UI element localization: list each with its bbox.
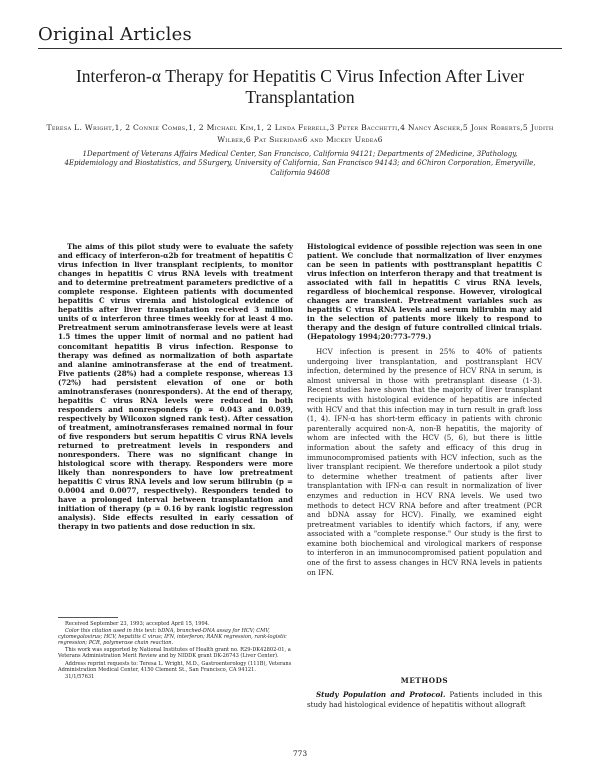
footnote-abbreviations: Color this citation used in this text: bDNA, branched-DNA assay for HCV; CMV, cytomegalovirus; HCV, hepatitis C virus; IFN, interferon; RANK regression, rank-logistic regression; PCR, polymerase chain reaction.	[58, 628, 287, 647]
footnote-support: This work was supported by National Institutes of Health grant no. R29-DK42802-01, a Veterans Administration Merit Review and by NIDDK grant DK-26743 (Liver Center).	[58, 647, 291, 660]
abstract-right-column: Histological evidence of possible rejection was seen in one patient. We conclude that normalization of liver enzymes can be seen in patients with posttransplant hepatitis C virus infection on interferon therapy and that treatment is associated with fall in hepatitis C virus RNA levels, regardless of biochemical response. However, virological changes are transient. Pretreatment variables such as hepatitis C virus RNA levels and serum bilirubin may aid in the selection of patients more likely to respond to therapy and the design of future controlled clinical trials. (Hepatology 1994;20:773-779.)	[307, 242, 542, 342]
methods-paragraph	[307, 690, 542, 709]
introduction-text: HCV infection is present in 25% to 40% of patients undergoing liver transplantation, and posttransplant HCV infection, determined by the presence of HCV RNA in serum, is almost universal in those with pretransplant disease (1-3). Recent studies have shown that the majority of liver transplant recipients with histological evidence of hepatitis are infected with HCV and that this infection may in turn result in graft loss (1, 4). IFN-α has short-term efficacy in patients with chronic parenterally acquired non-A, non-B hepatitis, the majority of whom are infected with the HCV (5, 6), but there is little information about the safety and efficacy of this drug in immunocompromised patients with HCV infection, such as the liver transplant recipient. We therefore undertook a pilot study to determine whether treatment of patients after liver transplantation with IFN-α can result in normalization of liver enzymes and reduction in HCV RNA levels. We used two methods to detect HCV RNA before and after treatment (PCR and bDNA assay for HCV). Finally, we examined eight pretreatment variables to identify which factors, if any, were associated with a "complete response." Our study is the first to examine both biochemical and virological markers of response to interferon in an immunocompromised patient population and one of the first to assess changes in HCV RNA levels in patients on IFN.	[307, 347, 542, 577]
methods-subheading: Study Population and Protocol.	[316, 690, 446, 699]
section-heading: Original Articles	[38, 24, 192, 45]
footnotes	[58, 621, 293, 681]
footnote-received: Received September 23, 1993; accepted April 15, 1994.	[65, 621, 210, 627]
methods-heading: METHODS	[400, 676, 449, 685]
page-number: 773	[292, 749, 308, 758]
footnote-code: 31/1/57631	[65, 673, 95, 680]
affiliations: 1Department of Veterans Affairs Medical Center, San Francisco, California 94121; Departments of 2Medicine, 3Pathology, 4Epidemiology and Biostatistics, and 5Surgery, University of California, San Francisco 94143; and 6Chiron Corporation, Emeryville, California 94608	[64, 150, 536, 177]
article-title: Interferon-α Therapy for Hepatitis C Virus Infection After Liver Transplantation	[75, 66, 525, 107]
heading-rule	[38, 48, 562, 49]
author-list: Teresa L. Wright,1, 2 Connie Combs,1, 2 Michael Kim,1, 2 Linda Ferrell,3 Peter Bacchetti,4 Nancy Ascher,5 John Roberts,5 Judith Wilber,6 Pat Sheridan6 and Mickey Urdea6	[46, 123, 554, 144]
methods-text: Patients included in this study had histological evidence of hepatitis without allograft	[307, 690, 542, 709]
abstract-left-column: The aims of this pilot study were to evaluate the safety and efficacy of interferon-α2b for treatment of hepatitis C virus infection in liver transplant recipients, to monitor changes in hepatitis C virus RNA levels with treatment and to determine pretreatment parameters predictive of a complete response. Eighteen patients with documented hepatitis C virus viremia and histological evidence of hepatitis after liver transplantation received 3 million units of α interferon three times weekly for at least 4 mo. Pretreatment serum aminotransferase levels were at least 1.5 times the upper limit of normal and no patient had concomitant hepatitis B virus infection. Response to therapy was defined as normalization of both aspartate and alanine aminotransferase at the end of treatment. Five patients (28%) had a complete response, whereas 13 (72%) had persistent elevation of one or both aminotransferases (nonresponders). At the end of therapy, hepatitis C virus RNA levels were reduced in both responders and nonresponders (p = 0.043 and 0.039, respectively by Wilcoxon signed rank test). After cessation of treatment, aminotransferases remained normal in four of five responders but serum hepatitis C virus RNA levels returned to pretreatment levels in responders and nonresponders. There was no significant change in histological score with therapy. Responders were more likely than nonresponders to have low pretreatment hepatitis C virus RNA levels and low serum bilirubin (p = 0.0004 and 0.0077, respectively). Responders tended to have a prolonged interval between transplantation and initiation of therapy (p = 0.16 by rank logistic regression analysis). Side effects resulted in early cessation of therapy in two patients and dose reduction in six.	[58, 242, 293, 532]
footnote-rule	[58, 617, 118, 618]
footnote-address: Address reprint requests to: Teresa L. Wright, M.D., Gastroenterology (111B), Veterans Administration Medical Center, 4150 Clement St., San Francisco, CA 94121.	[58, 660, 292, 673]
